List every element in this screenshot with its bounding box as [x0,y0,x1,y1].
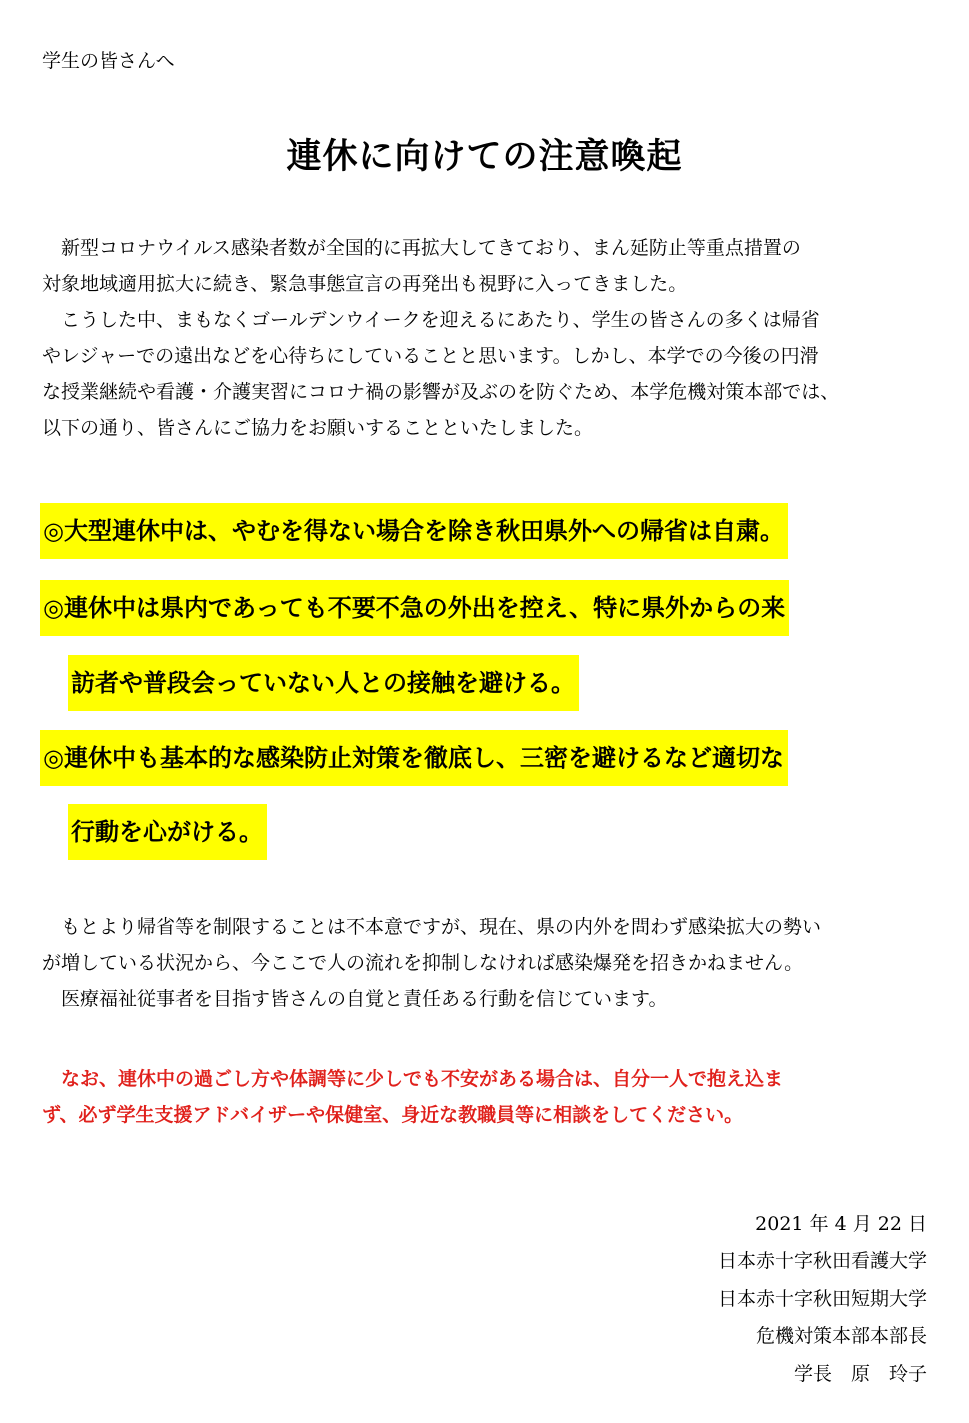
intro-line: 新型コロナウイルス感染者数が全国的に再拡大してきており、まん延防止等重点措置の [42,237,801,259]
highlight-item-3: ◎連休中も基本的な感染防止対策を徹底し、三密を避けるなど適切な [40,730,788,786]
signature-date: 2021 年 4 月 22 日 [755,1213,927,1235]
consultation-notice [42,1061,932,1133]
signature-role: 危機対策本部本部長 [755,1325,927,1347]
closing-paragraph [42,909,932,1017]
highlight-item-2: ◎連休中は県内であっても不要不急の外出を控え、特に県外からの来 [40,580,789,636]
signature-org-2: 日本赤十字秋田短期大学 [717,1288,927,1310]
highlight-item-3-continued: 行動を心がける。 [68,804,267,860]
highlight-item-1: ◎大型連休中は、やむを得ない場合を除き秋田県外への帰省は自粛。 [40,503,788,559]
intro-line: やレジャーでの遠出などを心待ちにしていることと思います。しかし、本学での今後の円滑 [42,345,819,367]
signature-name: 学長 原 玲子 [793,1363,927,1385]
intro-line: 以下の通り、皆さんにご協力をお願いすることといたしました。 [42,417,594,439]
document-title: 連休に向けての注意喚起 [286,137,683,177]
intro-line: こうした中、まもなくゴールデンウイークを迎えるにあたり、学生の皆さんの多くは帰省 [42,309,820,331]
signature-org-1: 日本赤十字秋田看護大学 [717,1250,927,1272]
intro-line: な授業継続や看護・介護実習にコロナ禍の影響が及ぶのを防ぐため、本学危機対策本部では、 [42,381,840,403]
closing-line: もとより帰省等を制限することは不本意ですが、現在、県の内外を問わず感染拡大の勢い [42,916,822,938]
salutation: 学生の皆さんへ [42,50,175,72]
notice-line: ず、必ず学生支援アドバイザーや保健室、身近な教職員等に相談をしてください。 [42,1104,744,1126]
closing-line: が増している状況から、今ここで人の流れを抑制しなければ感染爆発を招きかねません。 [42,952,804,974]
highlight-item-2-continued: 訪者や普段会っていない人との接触を避ける。 [68,655,579,711]
intro-paragraph [42,230,932,446]
closing-line: 医療福祉従事者を目指す皆さんの自覚と責任ある行動を信じています。 [42,988,668,1010]
notice-line: なお、連休中の過ごし方や体調等に少しでも不安がある場合は、自分一人で抱え込ま [42,1068,784,1090]
intro-line: 対象地域適用拡大に続き、緊急事態宣言の再発出も視野に入ってきました。 [42,273,688,295]
